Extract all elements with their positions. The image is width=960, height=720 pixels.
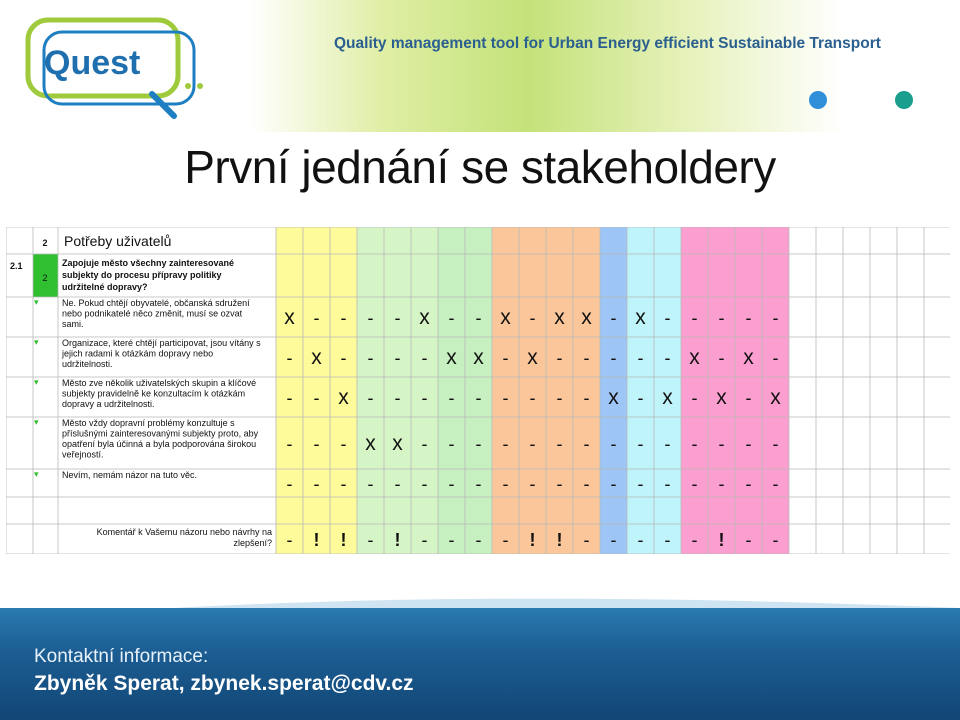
answer-mark: - xyxy=(529,308,536,328)
answer-mark: - xyxy=(664,474,671,494)
row-marker-icon: ▾ xyxy=(34,297,39,307)
answer-mark: - xyxy=(664,308,671,328)
answer-mark: - xyxy=(583,388,590,408)
answer-mark: - xyxy=(610,348,617,368)
answer-mark: - xyxy=(340,434,347,454)
answer-mark: - xyxy=(583,348,590,368)
answer-mark: - xyxy=(610,474,617,494)
contact-info: Zbyněk Sperat, zbynek.sperat@cdv.cz xyxy=(34,672,414,695)
section-number: 2 xyxy=(42,238,48,248)
comment-label: zlepšení? xyxy=(233,538,272,548)
option-text: veřejností. xyxy=(62,449,104,460)
answer-mark: - xyxy=(691,474,698,494)
answer-mark: - xyxy=(502,434,509,454)
comment-mark: - xyxy=(745,530,752,550)
option-text: Město zve několik uživatelských skupin a klíčové xyxy=(62,378,257,388)
option-text: udržitelnosti. xyxy=(62,359,113,369)
comment-mark: ! xyxy=(718,530,725,550)
answer-mark: - xyxy=(502,348,509,368)
answer-mark: x xyxy=(527,346,538,369)
answer-mark: - xyxy=(529,434,536,454)
answer-mark: - xyxy=(421,348,428,368)
answer-mark: - xyxy=(286,388,293,408)
answer-mark: - xyxy=(502,474,509,494)
option-text: opatření byla účinná a byla podporována širokou xyxy=(62,439,257,449)
answer-mark: - xyxy=(691,388,698,408)
answer-mark: - xyxy=(718,348,725,368)
answer-mark: x xyxy=(554,306,565,329)
answer-mark: x xyxy=(392,432,403,455)
comment-label: Komentář k Vašemu názoru nebo návrhy na xyxy=(96,527,272,537)
option-text: příslušnými zainteresovanými subjekty proto, aby xyxy=(62,428,259,439)
answer-mark: x xyxy=(743,346,754,369)
comment-mark: - xyxy=(475,530,482,550)
answer-mark: x xyxy=(473,346,484,369)
comment-mark: ! xyxy=(340,530,347,550)
header-banner xyxy=(0,0,960,132)
answer-mark: - xyxy=(610,434,617,454)
answer-mark: - xyxy=(340,474,347,494)
answer-mark: - xyxy=(637,474,644,494)
answer-mark: x xyxy=(419,306,430,329)
question-text: udržitelné dopravy? xyxy=(62,282,148,292)
answer-mark: x xyxy=(662,386,673,409)
option-text: dopravy a udržitelnosti. xyxy=(62,399,155,409)
answer-mark: - xyxy=(529,388,536,408)
answer-mark: - xyxy=(448,388,455,408)
answer-mark: - xyxy=(394,474,401,494)
answer-mark: - xyxy=(286,434,293,454)
answer-mark: - xyxy=(367,474,374,494)
answer-mark: x xyxy=(716,386,727,409)
comment-mark: ! xyxy=(556,530,563,550)
section-title: Potřeby uživatelů xyxy=(64,233,172,249)
answer-mark: - xyxy=(718,434,725,454)
answer-mark: - xyxy=(610,308,617,328)
answer-mark: - xyxy=(421,474,428,494)
row-marker-icon: ▾ xyxy=(34,377,39,387)
answer-mark: - xyxy=(286,348,293,368)
option-text: sami. xyxy=(62,319,84,329)
answer-mark: - xyxy=(475,434,482,454)
answer-mark: - xyxy=(772,474,779,494)
answer-mark: - xyxy=(367,308,374,328)
answer-mark: - xyxy=(691,308,698,328)
answer-mark: - xyxy=(367,388,374,408)
row-marker-icon: ▾ xyxy=(34,469,39,479)
answer-mark: - xyxy=(448,474,455,494)
answer-mark: - xyxy=(745,308,752,328)
question-text: Zapojuje město všechny zainteresované xyxy=(62,258,235,268)
answer-mark: - xyxy=(637,434,644,454)
answer-mark: - xyxy=(313,474,320,494)
answer-mark: - xyxy=(421,434,428,454)
contact-label: Kontaktní informace: xyxy=(34,646,209,667)
comment-mark: - xyxy=(286,530,293,550)
quest-logo xyxy=(24,14,224,124)
answer-mark: - xyxy=(394,308,401,328)
answer-mark: x xyxy=(365,432,376,455)
answer-mark: x xyxy=(635,306,646,329)
answer-mark: - xyxy=(745,434,752,454)
comment-mark: - xyxy=(664,530,671,550)
question-id: 2.1 xyxy=(10,261,23,271)
comment-mark: - xyxy=(367,530,374,550)
answer-mark: - xyxy=(367,348,374,368)
answer-mark: x xyxy=(770,386,781,409)
tagline: Quality management tool for Urban Energy efficient Sustainable Transport xyxy=(334,35,881,52)
comment-mark: ! xyxy=(313,530,320,550)
answer-mark: - xyxy=(529,474,536,494)
answer-mark: - xyxy=(502,388,509,408)
comment-mark: ! xyxy=(529,530,536,550)
answer-mark: - xyxy=(664,348,671,368)
answer-mark: x xyxy=(581,306,592,329)
answer-mark: x xyxy=(284,306,295,329)
answer-mark: - xyxy=(637,388,644,408)
answer-mark: - xyxy=(340,348,347,368)
row-marker-icon: ▾ xyxy=(34,337,39,347)
comment-mark: ! xyxy=(394,530,401,550)
answer-mark: - xyxy=(394,348,401,368)
answer-mark: - xyxy=(286,474,293,494)
question-level: 2 xyxy=(42,273,48,283)
answer-mark: - xyxy=(583,474,590,494)
option-text: subjekty pravidelně ke konzultacím k otázkám xyxy=(62,388,246,399)
option-text: jejich radami k otázkám dopravy nebo xyxy=(62,348,214,359)
answer-mark: - xyxy=(313,388,320,408)
answer-mark: - xyxy=(340,308,347,328)
option-text: nebo podnikatelé něco změnit, musí se ozvat xyxy=(62,308,243,319)
answer-mark: x xyxy=(338,386,349,409)
answer-mark: - xyxy=(718,308,725,328)
comment-mark: - xyxy=(502,530,509,550)
page-title: První jednání se stakeholdery xyxy=(184,141,776,193)
answer-mark: x xyxy=(608,386,619,409)
decorative-dots xyxy=(806,88,926,112)
answer-mark: - xyxy=(448,434,455,454)
comment-mark: - xyxy=(421,530,428,550)
answer-mark: - xyxy=(313,308,320,328)
answer-mark: x xyxy=(500,306,511,329)
comment-mark: - xyxy=(610,530,617,550)
row-marker-icon: ▾ xyxy=(34,417,39,427)
answer-mark: - xyxy=(475,308,482,328)
comment-mark: - xyxy=(772,530,779,550)
answer-mark: - xyxy=(556,348,563,368)
answer-mark: x xyxy=(311,346,322,369)
option-text: Organizace, které chtějí participovat, jsou vítány s xyxy=(62,338,261,348)
answer-mark: - xyxy=(664,434,671,454)
option-text: Město vždy dopravní problémy konzultuje s xyxy=(62,418,235,428)
comment-mark: - xyxy=(583,530,590,550)
answer-mark: - xyxy=(583,434,590,454)
answer-mark: - xyxy=(745,474,752,494)
answer-mark: - xyxy=(421,388,428,408)
comment-mark: - xyxy=(691,530,698,550)
question-text: subjekty do procesu přípravy politiky xyxy=(62,270,222,280)
stakeholder-table xyxy=(6,227,950,554)
answer-mark: x xyxy=(689,346,700,369)
answer-mark: - xyxy=(772,434,779,454)
comment-mark: - xyxy=(637,530,644,550)
answer-mark: - xyxy=(691,434,698,454)
logo-text: Quest xyxy=(44,44,141,82)
answer-mark: - xyxy=(772,348,779,368)
answer-mark: - xyxy=(394,388,401,408)
answer-mark: - xyxy=(448,308,455,328)
answer-mark: - xyxy=(637,348,644,368)
answer-mark: - xyxy=(475,388,482,408)
option-text: Nevím, nemám názor na tuto věc. xyxy=(62,470,198,480)
answer-mark: - xyxy=(313,434,320,454)
comment-mark: - xyxy=(448,530,455,550)
answer-mark: - xyxy=(772,308,779,328)
answer-mark: - xyxy=(556,434,563,454)
answer-mark: - xyxy=(475,474,482,494)
option-text: Ne. Pokud chtějí obyvatelé, občanská sdružení xyxy=(62,298,250,308)
answer-mark: - xyxy=(718,474,725,494)
answer-mark: - xyxy=(556,474,563,494)
answer-mark: - xyxy=(556,388,563,408)
answer-mark: - xyxy=(745,388,752,408)
answer-mark: x xyxy=(446,346,457,369)
